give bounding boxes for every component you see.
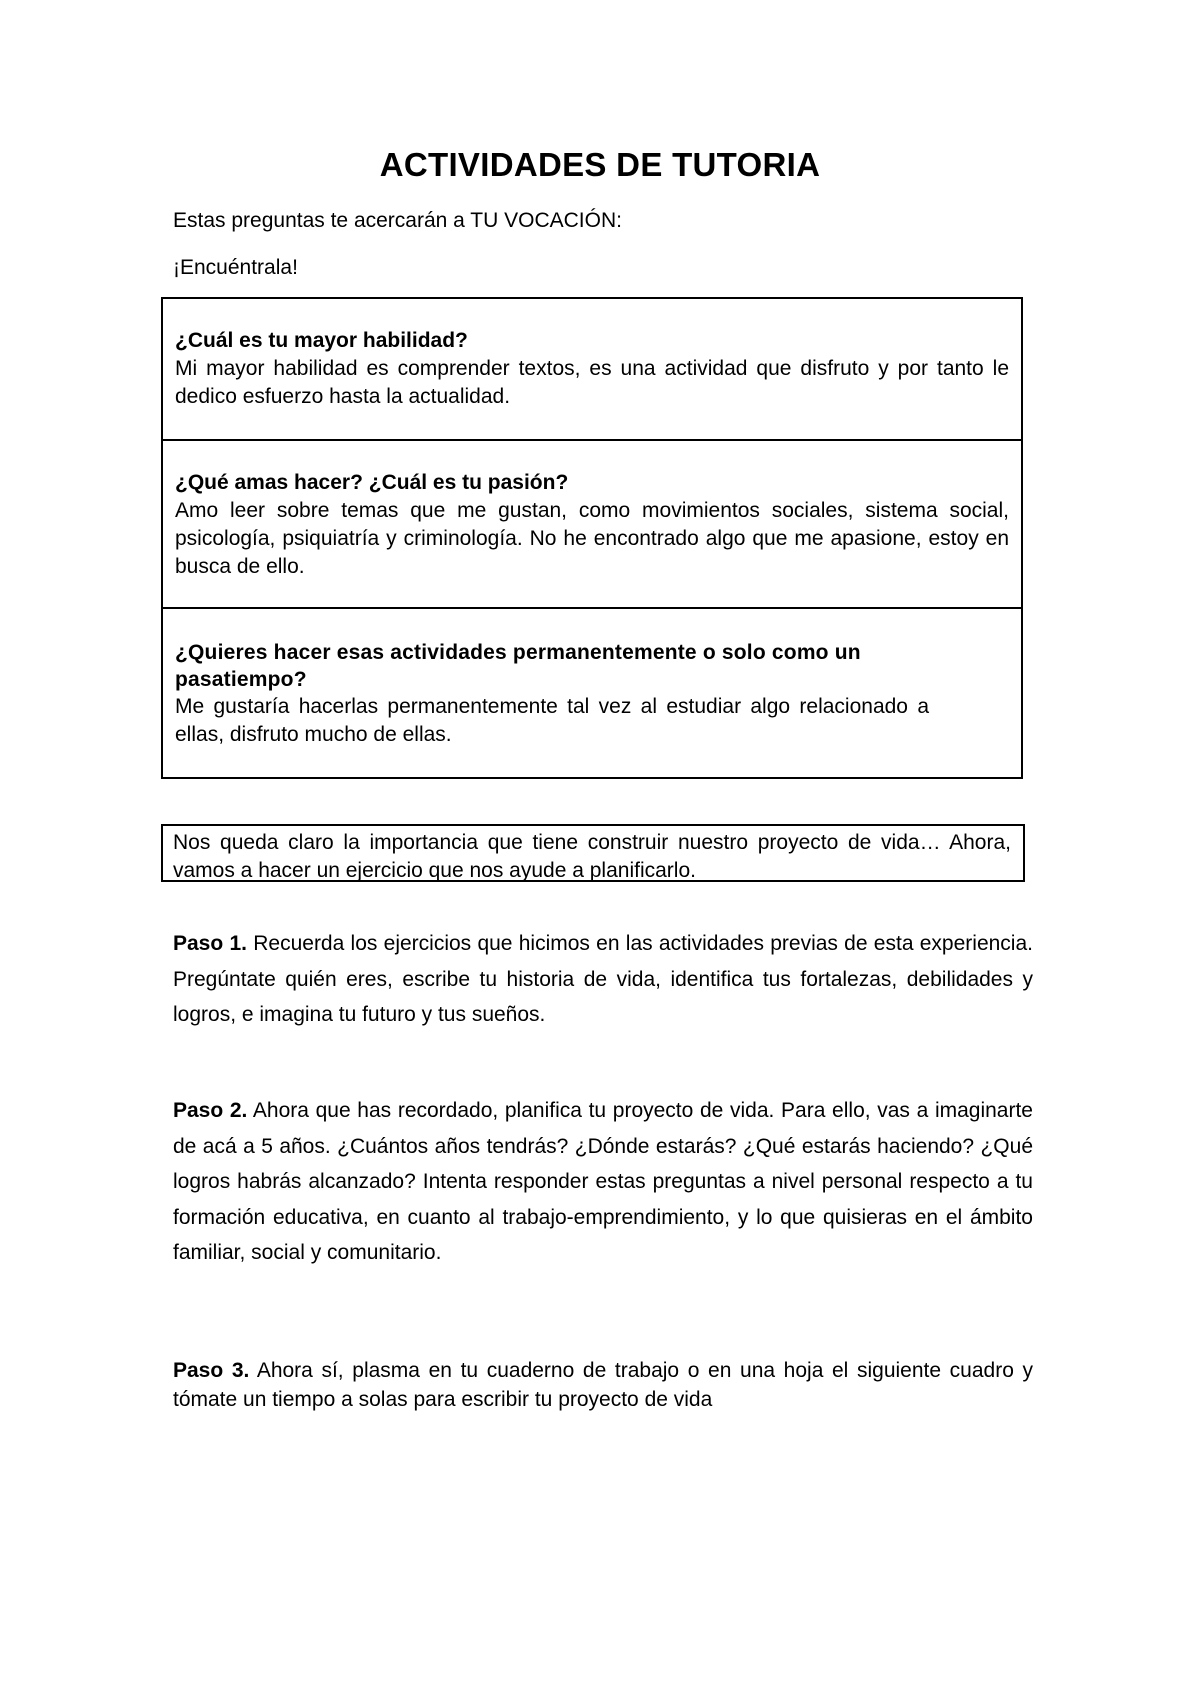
step-text: Ahora que has recordado, planifica tu proyecto de vida. Para ello, vas a imaginarte de acá a 5 años. ¿Cuántos años tendrás? ¿Dónde estarás? ¿Qué estarás haciendo? ¿Qué logros habrás alcanzado? Intenta responder estas preguntas a nivel personal respecto a tu formación educativa, en cuanto al trabajo-emprendimiento, y lo que quisieras en el ámbito familiar, social y comunitario. [173,1099,1033,1264]
step-label: Paso 1. [173,932,247,955]
question-cell-permanence [163,609,1021,777]
answer-text: Amo leer sobre temas que me gustan, como movimientos sociales, sistema social, psicología, psiquiatría y criminología. No he encontrado algo que me apasione, estoy en busca de ello. [175,499,1009,578]
questions-table [161,297,1023,779]
question-cell-ability [163,299,1021,441]
step-text: Ahora sí, plasma en tu cuaderno de trabajo o en una hoja el siguiente cuadro y tómate un tiempo a solas para escribir tu proyecto de vida [173,1359,1033,1411]
question-cell-passion [163,441,1021,609]
step-label: Paso 3. [173,1359,250,1382]
page-title: ACTIVIDADES DE TUTORIA [379,146,821,183]
question-text: ¿Quieres hacer esas actividades permanentemente o solo como un pasatiempo? [175,641,861,691]
step-text: Recuerda los ejercicios que hicimos en las actividades previas de esta experiencia. Pregúntate quién eres, escribe tu historia de vida, identifica tus fortalezas, debilidades y logros, e imagina tu futuro y tus sueños. [173,932,1033,1026]
question-text: ¿Qué amas hacer? ¿Cuál es tu pasión? [175,471,569,494]
step-3 [173,1356,1033,1414]
question-text: ¿Cuál es tu mayor habilidad? [175,329,468,352]
step-2 [173,1093,1033,1271]
answer-text: Mi mayor habilidad es comprender textos, es una actividad que disfruto y por tanto le dedico esfuerzo hasta la actualidad. [175,357,1009,408]
note-box: Nos queda claro la importancia que tiene construir nuestro proyecto de vida… Ahora, vamos a hacer un ejercicio que nos ayude a planificarlo. [161,824,1025,882]
step-label: Paso 2. [173,1099,248,1122]
intro-exclamation: ¡Encuéntrala! [173,256,298,279]
answer-text: Me gustaría hacerlas permanentemente tal vez al estudiar algo relacionado a ellas, disfruto mucho de ellas. [175,695,929,746]
intro-text: Estas preguntas te acercarán a TU VOCACIÓN: [173,209,622,232]
step-1 [173,926,1033,1033]
